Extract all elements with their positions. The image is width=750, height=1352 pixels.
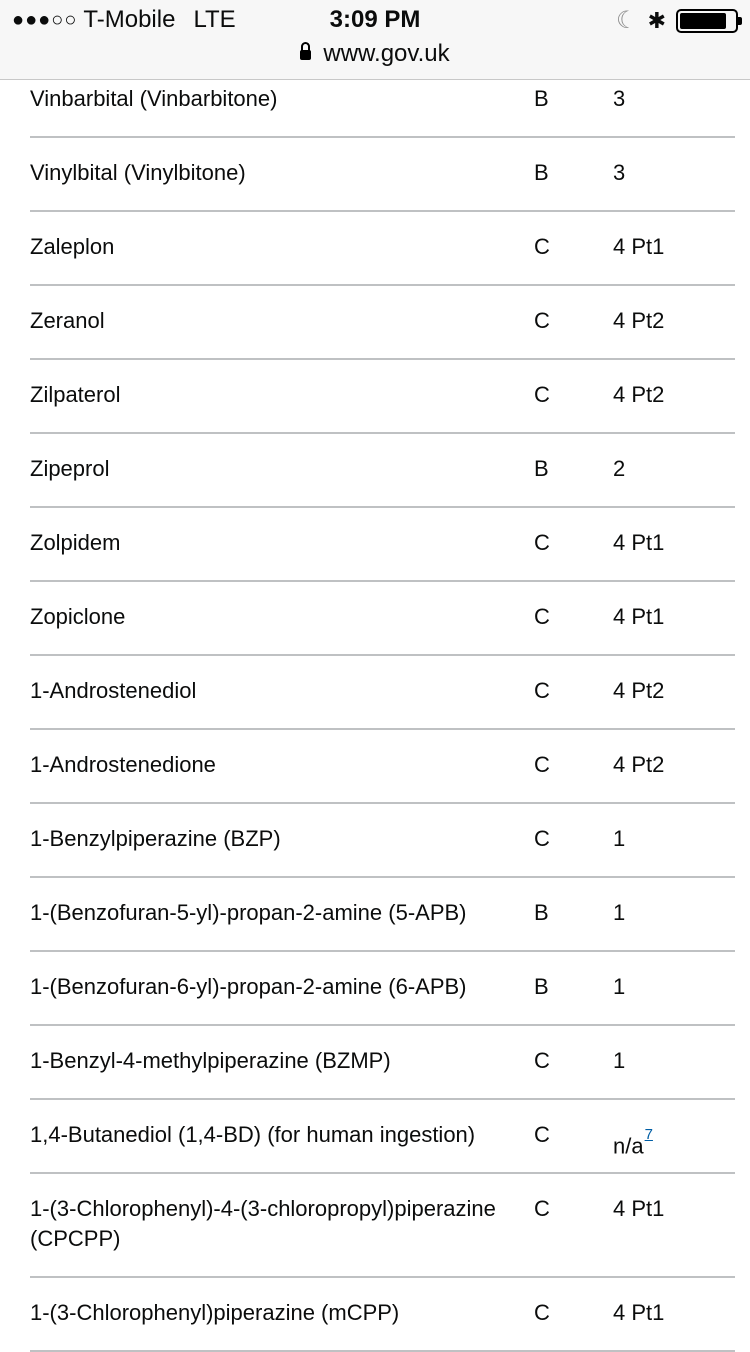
drug-class: C bbox=[534, 530, 550, 555]
schedule: 4 Pt2 bbox=[613, 308, 665, 333]
schedule-cell bbox=[613, 454, 625, 484]
schedule: 3 bbox=[613, 86, 626, 111]
schedule-cell bbox=[613, 602, 664, 632]
schedule-cell bbox=[613, 158, 625, 188]
substance-name: 1-Androstenedione bbox=[30, 752, 216, 777]
substance-name: Zopiclone bbox=[30, 604, 126, 629]
drug-class: B bbox=[534, 974, 549, 999]
battery-icon bbox=[676, 9, 738, 33]
schedule: 1 bbox=[613, 1048, 626, 1073]
schedule-cell bbox=[613, 84, 625, 114]
schedule: 2 bbox=[613, 456, 626, 481]
substance-name: 1-(Benzofuran-5-yl)-propan-2-amine (5-APB) bbox=[30, 900, 467, 925]
table-row bbox=[30, 952, 735, 1026]
table-row bbox=[30, 1174, 735, 1278]
schedule-cell bbox=[613, 750, 664, 780]
schedule-cell bbox=[613, 306, 664, 336]
table-row bbox=[30, 804, 735, 878]
clock: 3:09 PM bbox=[329, 6, 421, 33]
drug-class: C bbox=[534, 826, 550, 851]
schedule-cell bbox=[613, 676, 664, 706]
network-type: LTE bbox=[193, 6, 236, 33]
drug-class: C bbox=[534, 1122, 550, 1147]
substance-name: 1-(3-Chlorophenyl)piperazine (mCPP) bbox=[30, 1300, 400, 1325]
table-row bbox=[30, 656, 735, 730]
table-row bbox=[30, 138, 735, 212]
schedule: n/a bbox=[613, 1133, 644, 1159]
table-row bbox=[30, 1026, 735, 1100]
table-row bbox=[30, 1100, 735, 1174]
schedule: 4 Pt1 bbox=[613, 604, 665, 629]
drug-class: C bbox=[534, 382, 550, 407]
substance-name: 1-Benzylpiperazine (BZP) bbox=[30, 826, 281, 851]
substance-name: 1-Androstenediol bbox=[30, 678, 197, 703]
substance-name: Zeranol bbox=[30, 308, 105, 333]
signal-strength-icon: ●●●○○ bbox=[12, 8, 78, 31]
drug-class: C bbox=[534, 1048, 550, 1073]
schedule-cell bbox=[613, 1120, 653, 1161]
drug-class: C bbox=[534, 752, 550, 777]
table-row bbox=[30, 508, 735, 582]
schedule: 1 bbox=[613, 900, 626, 925]
table-row bbox=[30, 582, 735, 656]
do-not-disturb-icon: ☾ bbox=[616, 7, 638, 34]
url-text: www.gov.uk bbox=[323, 40, 450, 67]
table-row bbox=[30, 64, 735, 138]
schedule-cell bbox=[613, 380, 664, 410]
schedule-cell bbox=[613, 898, 625, 928]
drug-class: C bbox=[534, 1196, 550, 1221]
substance-name: 1-(3-Chlorophenyl)-4-(3-chloropropyl)piperazine (CPCPP) bbox=[30, 1196, 496, 1251]
schedule: 4 Pt1 bbox=[613, 1300, 665, 1325]
schedule: 4 Pt1 bbox=[613, 234, 665, 259]
status-right bbox=[616, 6, 738, 35]
substance-name: Zaleplon bbox=[30, 234, 115, 259]
schedule-cell bbox=[613, 972, 625, 1002]
drug-class: B bbox=[534, 456, 549, 481]
substance-name: 1,4-Butanediol (1,4-BD) (for human ingestion) bbox=[30, 1122, 476, 1147]
table-row bbox=[30, 434, 735, 508]
schedule: 4 Pt2 bbox=[613, 382, 665, 407]
footnote-link[interactable]: 7 bbox=[644, 1126, 653, 1143]
table-row bbox=[30, 730, 735, 804]
drug-class: B bbox=[534, 900, 549, 925]
lock-icon bbox=[300, 50, 311, 60]
schedule: 3 bbox=[613, 160, 626, 185]
schedule: 4 Pt1 bbox=[613, 1196, 665, 1221]
bluetooth-icon: ✱ bbox=[647, 7, 666, 33]
table-row bbox=[30, 1278, 735, 1352]
drug-class: B bbox=[534, 160, 549, 185]
substance-name: Vinylbital (Vinylbitone) bbox=[30, 160, 246, 185]
schedule-cell bbox=[613, 232, 664, 262]
schedule: 1 bbox=[613, 826, 626, 851]
substance-name: Zolpidem bbox=[30, 530, 121, 555]
carrier-name: T-Mobile bbox=[83, 6, 176, 33]
drug-class: C bbox=[534, 678, 550, 703]
substance-name: 1-(Benzofuran-6-yl)-propan-2-amine (6-APB) bbox=[30, 974, 467, 999]
drug-class: C bbox=[534, 234, 550, 259]
schedule-cell bbox=[613, 1298, 664, 1328]
schedule: 4 Pt1 bbox=[613, 530, 665, 555]
table-row bbox=[30, 360, 735, 434]
substance-name: Vinbarbital (Vinbarbitone) bbox=[30, 86, 278, 111]
schedule: 4 Pt2 bbox=[613, 752, 665, 777]
schedule: 4 Pt2 bbox=[613, 678, 665, 703]
schedule-cell bbox=[613, 1046, 625, 1076]
schedule-cell bbox=[613, 1194, 664, 1224]
table-row bbox=[30, 212, 735, 286]
schedule-cell bbox=[613, 528, 664, 558]
substance-name: 1-Benzyl-4-methylpiperazine (BZMP) bbox=[30, 1048, 391, 1073]
drug-class: C bbox=[534, 1300, 550, 1325]
schedule: 1 bbox=[613, 974, 626, 999]
controlled-drugs-table bbox=[30, 64, 735, 1352]
substance-name: Zipeprol bbox=[30, 456, 110, 481]
table-row bbox=[30, 286, 735, 360]
drug-class: B bbox=[534, 86, 549, 111]
table-row bbox=[30, 878, 735, 952]
schedule-cell bbox=[613, 824, 625, 854]
substance-name: Zilpaterol bbox=[30, 382, 121, 407]
drug-class: C bbox=[534, 604, 550, 629]
drug-class: C bbox=[534, 308, 550, 333]
